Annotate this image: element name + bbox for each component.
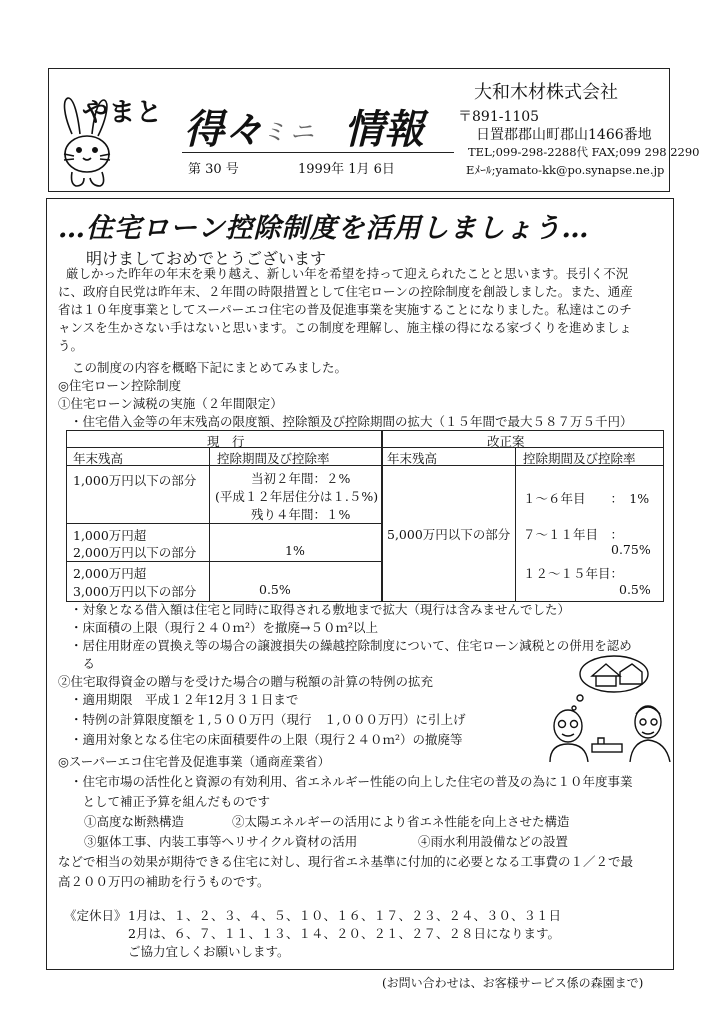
newsletter-title-part2: 情報	[344, 106, 424, 153]
holidays-thanks: ご協力宜しくお願いします。	[128, 944, 290, 959]
body-line: として補正予算を組んだものです	[70, 794, 271, 809]
table-cell: 2,000万円以下の部分	[73, 545, 197, 560]
loan-deduction-table	[66, 430, 664, 602]
column-header: 控除期間及び控除率	[217, 451, 330, 466]
list-item: ①高度な断熱構造	[84, 814, 185, 829]
body-line: ・住宅市場の活性化と資源の有効利用、省エネルギー性能の向上した住宅の普及の為に１０年度事業	[70, 774, 633, 789]
table-header-revised: 改正案	[487, 434, 525, 449]
bullet-line: ・対象となる借入額は住宅と同時に取得される敷地まで拡大（現行は含みませんでした）	[70, 602, 571, 617]
table-cell: １２～１５年目：	[523, 566, 624, 581]
intro-line: 厳しかった昨年の年末を乗り越え、新しい年を希望を持って迎えられたことと思います。長引く不況	[66, 266, 629, 281]
column-header: 年末残高	[73, 451, 124, 466]
bullet-line: ・適用期限 平成１２年12月３１日まで	[70, 692, 299, 707]
subsection-heading: ②住宅取得資金の贈与を受けた場合の贈与税額の計算の特例の拡充	[58, 674, 434, 689]
bullet-line: ・適用対象となる住宅の床面積要件の上限（現行２４０ｍ²）の撤廃等	[70, 732, 463, 747]
table-cell: 3,000万円以下の部分	[73, 584, 197, 599]
table-cell: 2,000万円超	[73, 566, 147, 581]
list-item: ②太陽エネルギーの活用により省エネ性能を向上させた構造	[232, 814, 570, 829]
holidays-label: 《定休日》	[64, 908, 127, 923]
column-header: 年末残高	[387, 451, 438, 466]
table-cell: 1%	[285, 543, 305, 558]
table-cell: 0.5%	[259, 582, 291, 597]
body-line: などで相当の効果が期待できる住宅に対し、現行省エネ基準に付加的に必要となる工事費の１／２で最	[58, 854, 634, 869]
table-cell: 1,000万円以下の部分	[73, 473, 197, 488]
list-item: ④雨水利用設備などの設置	[418, 834, 569, 849]
intro-line: ャンスを生かさない手はないと思います。この制度を理解し、施主様の得になる家づくりを進めましょ	[58, 320, 632, 335]
tel-fax: TEL;099-298-2288代 FAX;099 298 2290	[468, 145, 700, 159]
table-cell: １～６年目 ： 1%	[523, 491, 650, 506]
bullet-line: る	[70, 656, 96, 671]
table-cell: 残り４年間：１%	[251, 507, 351, 522]
contact-note: (お問い合わせは、お客様サービス係の森園まで)	[382, 976, 644, 990]
issue-date: 1999年 1月 6日	[298, 162, 395, 177]
newsletter-title-mini: ミニ	[262, 118, 318, 146]
column-header: 控除期間及び控除率	[523, 451, 636, 466]
company-address: 日置郡郡山町郡山1466番地	[476, 127, 652, 143]
list-item: ③躯体工事、内装工事等へリサイクル資材の活用	[84, 834, 358, 849]
section-heading: ◎スーパーエコ住宅普及促進事業（通商産業省）	[58, 754, 331, 769]
intro-line: う。	[58, 338, 84, 353]
section-heading: ◎住宅ローン控除制度	[58, 378, 182, 393]
postal-code: 〒891-1105	[458, 109, 540, 125]
bullet-line: ・居住用財産の買換え等の場合の譲渡損失の繰越控除制度について、住宅ローン減税との併用を認め	[70, 638, 632, 653]
bullet-line: ・特例の計算限度額を１,５００万円（現行 １,０００万円）に引上げ	[70, 712, 466, 727]
company-name: 大和木材株式会社	[474, 82, 618, 103]
body-line: 高２００万円の補助を行うものです。	[58, 874, 270, 889]
greeting: 明けましておめでとうございます	[86, 249, 327, 268]
holidays-january: 1月は、１、２、３、４、５、１０、１６、１７、２３、２４、３０、３１日	[128, 908, 561, 923]
bullet-line: ・住宅借入金等の年末残高の限度額、控除額及び控除期間の拡大（１５年間で最大５８７万５千円）	[70, 414, 633, 429]
table-cell: 0.5%	[619, 582, 651, 597]
article-title: …住宅ローン控除制度を活用しましょう…	[58, 213, 590, 244]
summary-line: この制度の内容を概略下記にまとめてみました。	[72, 360, 348, 375]
intro-line: 省は１０年度事業としてスーパーエコ住宅の普及促進事業を実施することになりました。私達はこのチ	[58, 302, 632, 317]
email-address: Eﾒｰﾙ;yamato-kk@po.synapse.ne.jp	[466, 163, 665, 177]
brand-name: やまと	[82, 98, 164, 128]
newsletter-title-part1: 得々	[184, 106, 264, 153]
intro-line: に、政府自民党は昨年末、２年間の時限措置として住宅ローンの控除制度を創設しました。また、通産	[58, 284, 633, 299]
header-divider	[182, 152, 454, 153]
holidays-february: 2月は、６、７、１１、１３、１４、２０、２１、２７、２８日になります。	[128, 926, 560, 941]
issue-number: 第 30 号	[188, 162, 239, 177]
elderly-couple-illustration	[540, 652, 678, 762]
bullet-line: ・床面積の上限（現行２４０ｍ²）を撤廃→５０ｍ²以上	[70, 620, 378, 635]
subsection-heading: ①住宅ローン減税の実施（２年間限定）	[58, 396, 283, 411]
table-cell: 5,000万円以下の部分	[387, 527, 511, 542]
table-cell: ７～１１年目 ：	[523, 527, 624, 542]
table-cell: 1,000万円超	[73, 528, 147, 543]
table-cell: 当初２年間：２%	[251, 471, 351, 486]
table-cell: 0.75%	[611, 542, 651, 557]
table-cell: (平成１２年居住分は１.５%)	[215, 489, 379, 504]
table-header-current: 現 行	[207, 434, 245, 449]
